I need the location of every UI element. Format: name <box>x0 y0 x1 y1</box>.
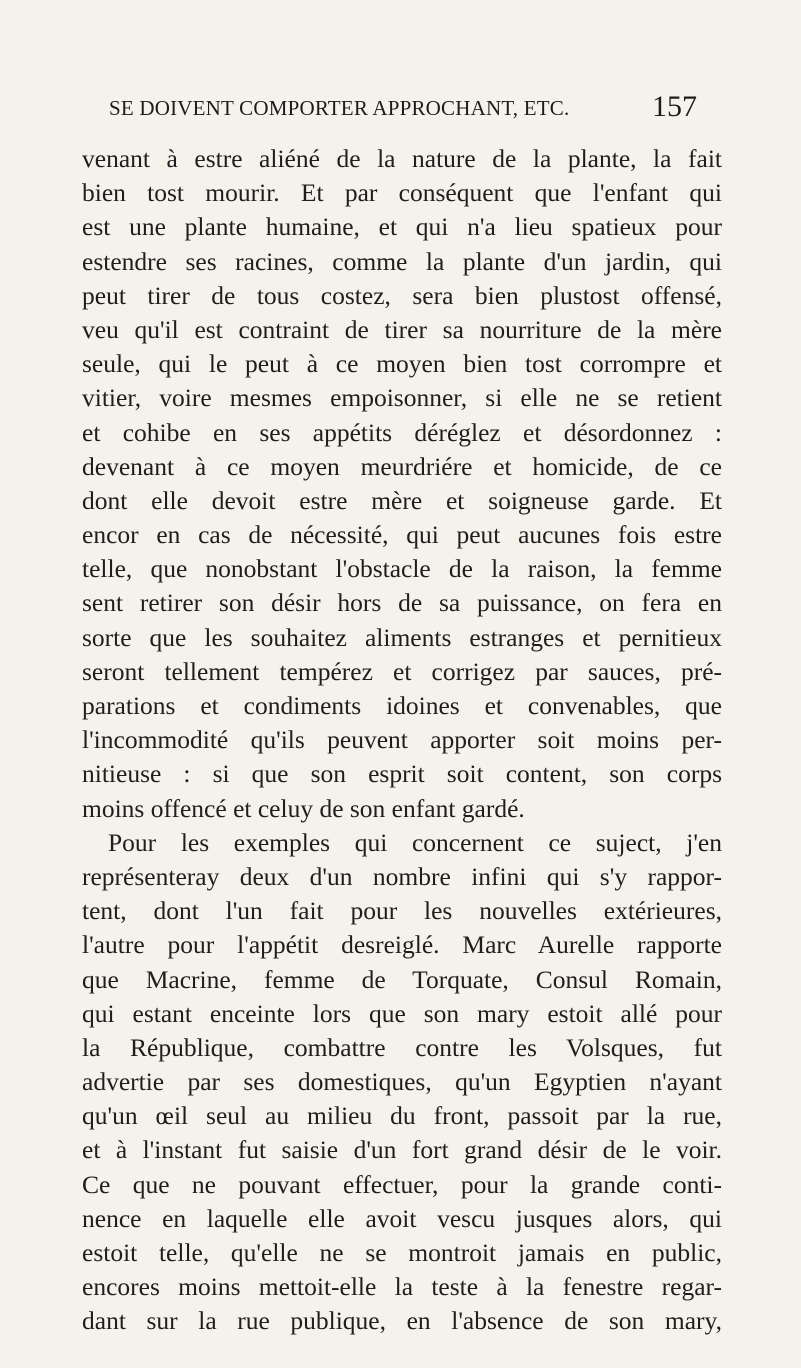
text-line: vitier, voire mesmes empoisonner, si elle ne se retient <box>82 383 722 413</box>
text-line: nitieuse : si que son esprit soit content, son corps <box>82 759 722 789</box>
text-line: bien tost mourir. Et par conséquent que l'enfant qui <box>82 178 722 208</box>
text-line: estoit telle, qu'elle ne se montroit jamais en public, <box>82 1238 722 1267</box>
text-line: advertie par ses domestiques, qu'un Egyptien n'ayant <box>82 1067 722 1097</box>
text-line: peut tirer de tous costez, sera bien plustost offensé, <box>82 280 722 310</box>
text-line: Pour les exemples qui concernent ce suject, j'en <box>108 827 722 857</box>
text-line: est une plante humaine, et qui n'a lieu spatieux pour <box>82 212 722 242</box>
text-line: nence en laquelle elle avoit vescu jusques alors, qui <box>82 1203 722 1233</box>
text-line: encores moins mettoit-elle la teste à la fenestre regar- <box>82 1272 722 1302</box>
text-line: que Macrine, femme de Torquate, Consul Romain, <box>82 964 722 994</box>
text-line: qui estant enceinte lors que son mary estoit allé pour <box>82 998 722 1028</box>
text-line: dont elle devoit estre mère et soigneuse garde. Et <box>82 485 722 515</box>
text-line: parations et condiments idoines et convenables, que <box>82 691 722 720</box>
text-line: et cohibe en ses appétits déréglez et désordonnez : <box>82 417 722 447</box>
text-line: estendre ses racines, comme la plante d'un jardin, qui <box>82 246 722 276</box>
text-line: qu'un œil seul au milieu du front, passoit par la rue, <box>82 1101 722 1131</box>
text-line: tent, dont l'un fait pour les nouvelles extérieures, <box>82 896 722 926</box>
text-line: veu qu'il est contraint de tirer sa nourriture de la mère <box>82 314 722 344</box>
text-line: sent retirer son désir hors de sa puissance, on fera en <box>82 588 722 618</box>
text-line: représenteray deux d'un nombre infini qui s'y rappor- <box>82 861 722 891</box>
text-line: dant sur la rue publique, en l'absence de son mary, <box>82 1306 722 1336</box>
text-line: Ce que ne pouvant effectuer, pour la grande conti- <box>82 1169 722 1199</box>
text-line: devenant à ce moyen meurdriére et homicide, de ce <box>82 451 722 481</box>
text-line: venant à estre aliéné de la nature de la plante, la fait <box>82 144 722 173</box>
text-line: seront tellement tempérez et corrigez par sauces, pré- <box>82 656 722 686</box>
body-text <box>82 142 722 1339</box>
text-line: l'incommodité qu'ils peuvent apporter soit moins per- <box>82 725 722 755</box>
text-line: sorte que les souhaitez aliments estranges et pernitieux <box>82 622 722 652</box>
text-line: et à l'instant fut saisie d'un fort grand désir de le voir. <box>82 1135 722 1165</box>
page-number: 157 <box>652 90 697 123</box>
text-line: encor en cas de nécessité, qui peut aucunes fois estre <box>82 520 722 550</box>
text-line: seule, qui le peut à ce moyen bien tost corrompre et <box>82 349 722 379</box>
running-head <box>109 92 709 128</box>
text-line: telle, que nonobstant l'obstacle de la raison, la femme <box>82 554 722 584</box>
running-title: SE DOIVENT COMPORTER APPROCHANT, ETC. <box>109 96 570 120</box>
text-line: la République, combattre contre les Volsques, fut <box>82 1032 722 1062</box>
text-line: moins offencé et celuy de son enfant gardé. <box>82 793 525 823</box>
text-line: l'autre pour l'appétit desreiglé. Marc Aurelle rapporte <box>82 930 722 960</box>
